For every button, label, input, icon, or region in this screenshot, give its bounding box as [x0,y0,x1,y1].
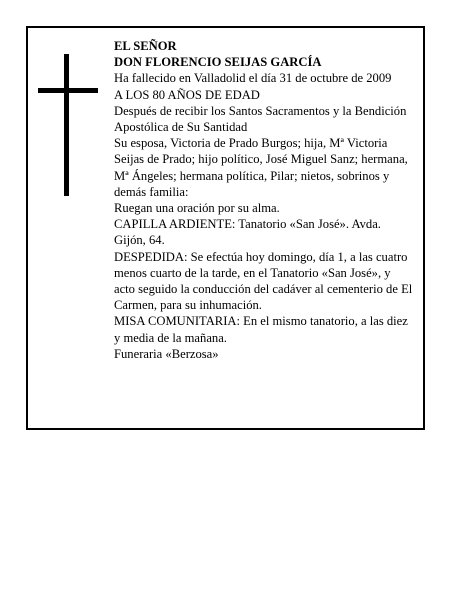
cross-icon [38,54,98,196]
cross-horizontal-bar [38,88,98,93]
farewell-paragraph: DESPEDIDA: Se efectúa hoy domingo, día 1, a las cuatro menos cuarto de la tarde, en el Tanatorio «San José», y acto seguido la conducción del cadáver al cementerio de El Carmen, para su inhumación. [114,249,413,313]
cross-vertical-bar [64,54,69,196]
age-line: A LOS 80 AÑOS DE EDAD [114,87,260,102]
funeral-home: Funeraria «Berzosa» [114,346,219,361]
sacraments-paragraph: Después de recibir los Santos Sacramentos y la Bendición Apostólica de Su Santidad [114,103,407,135]
family-paragraph: Su esposa, Victoria de Prado Burgos; hija, Mª Victoria Seijas de Prado; hijo político, José Miguel Sanz; hermana, Mª Ángeles; hermana política, Pilar; nietos, sobrinos y demás familia: [114,136,408,199]
header-title: EL SEÑOR [114,39,177,53]
mass-paragraph: MISA COMUNITARIA: En el mismo tanatorio, a las diez y media de la mañana. [114,314,408,345]
obituary-text [114,38,414,362]
deceased-name: DON FLORENCIO SEIJAS GARCÍA [114,55,322,70]
death-line: Ha fallecido en Valladolid el día 31 de octubre de 2009 [114,71,392,86]
prayer-line: Ruegan una oración por su alma. [114,201,280,216]
chapel-paragraph: CAPILLA ARDIENTE: Tanatorio «San José». Avda. Gijón, 64. [114,217,381,248]
